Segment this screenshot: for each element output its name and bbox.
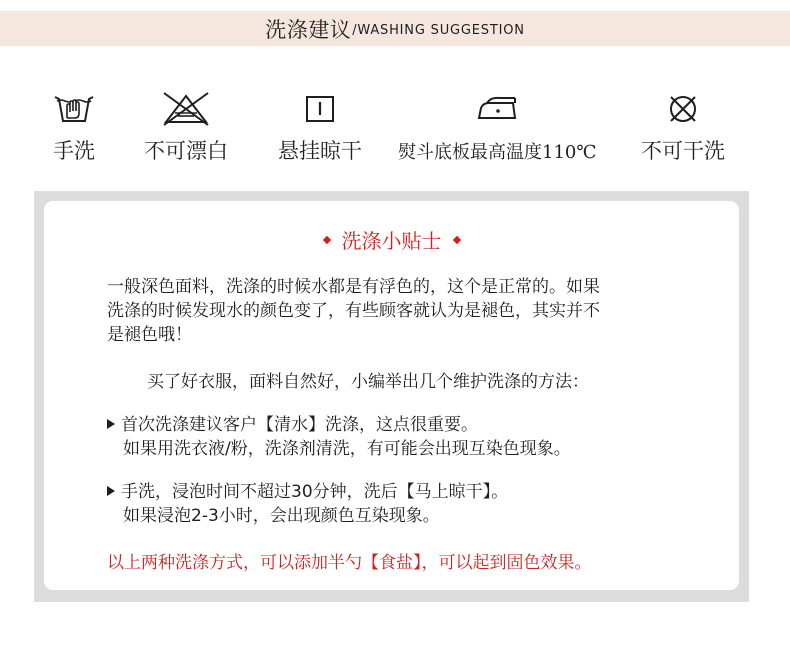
bullet-main-text: 首次洗涤建议客户【清水】洗涤，这点很重要。 — [121, 415, 478, 435]
no-bleach-icon — [161, 88, 211, 130]
hang-dry-icon — [303, 88, 337, 130]
lead-sentence: 买了好衣服，面料自然好，小编举出几个维护洗涤的方法： — [147, 372, 589, 392]
no-dry-clean-icon — [665, 88, 701, 130]
bullet-item — [107, 413, 478, 437]
care-hand-wash — [53, 88, 95, 165]
intro-line: 是褪色哦！ — [107, 325, 192, 345]
care-iron — [398, 88, 597, 164]
intro-paragraph — [107, 275, 707, 347]
section-header — [0, 11, 790, 46]
bullet-sub-text: 如果用洗衣液/粉，洗涤剂清洗，有可能会出现互染色现象。 — [123, 439, 571, 459]
bullet-main-text: 手洗，浸泡时间不超过30分钟，洗后【马上晾干】。 — [121, 482, 509, 502]
diamond-icon — [322, 235, 330, 243]
care-label-hang-dry: 悬挂晾干 — [278, 139, 362, 163]
tips-panel — [34, 191, 749, 602]
triangle-bullet-icon — [107, 419, 115, 429]
care-label-iron: 熨斗底板最高温度110℃ — [398, 142, 597, 163]
care-label-hand-wash: 手洗 — [53, 139, 95, 163]
triangle-bullet-icon — [107, 486, 115, 496]
care-hang-dry — [278, 88, 362, 165]
section-title: 洗涤建议 — [265, 17, 352, 42]
intro-line: 洗涤的时候发现水的颜色变了，有些顾客就认为是褪色，其实并不 — [107, 301, 600, 321]
bullet-sub-text: 如果浸泡2-3小时，会出现颜色互染现象。 — [123, 506, 440, 526]
care-label-no-bleach: 不可漂白 — [144, 139, 228, 163]
care-label-no-dry-clean: 不可干洗 — [641, 139, 725, 163]
hand-wash-icon — [53, 88, 95, 130]
iron-icon — [471, 88, 523, 130]
section-subtitle: /WASHING SUGGESTION — [352, 23, 525, 38]
tips-title: 洗涤小贴士 — [341, 229, 442, 253]
tips-heading — [44, 225, 739, 254]
diamond-icon — [452, 235, 460, 243]
bullet-item — [107, 480, 508, 504]
intro-line: 一般深色面料，洗涤的时候水都是有浮色的，这个是正常的。如果 — [107, 277, 600, 297]
care-no-bleach — [144, 88, 228, 165]
salt-note: 以上两种洗涤方式，可以添加半勺【食盐】，可以起到固色效果。 — [107, 553, 592, 573]
care-no-dry-clean — [641, 88, 725, 165]
tips-card — [44, 201, 739, 590]
